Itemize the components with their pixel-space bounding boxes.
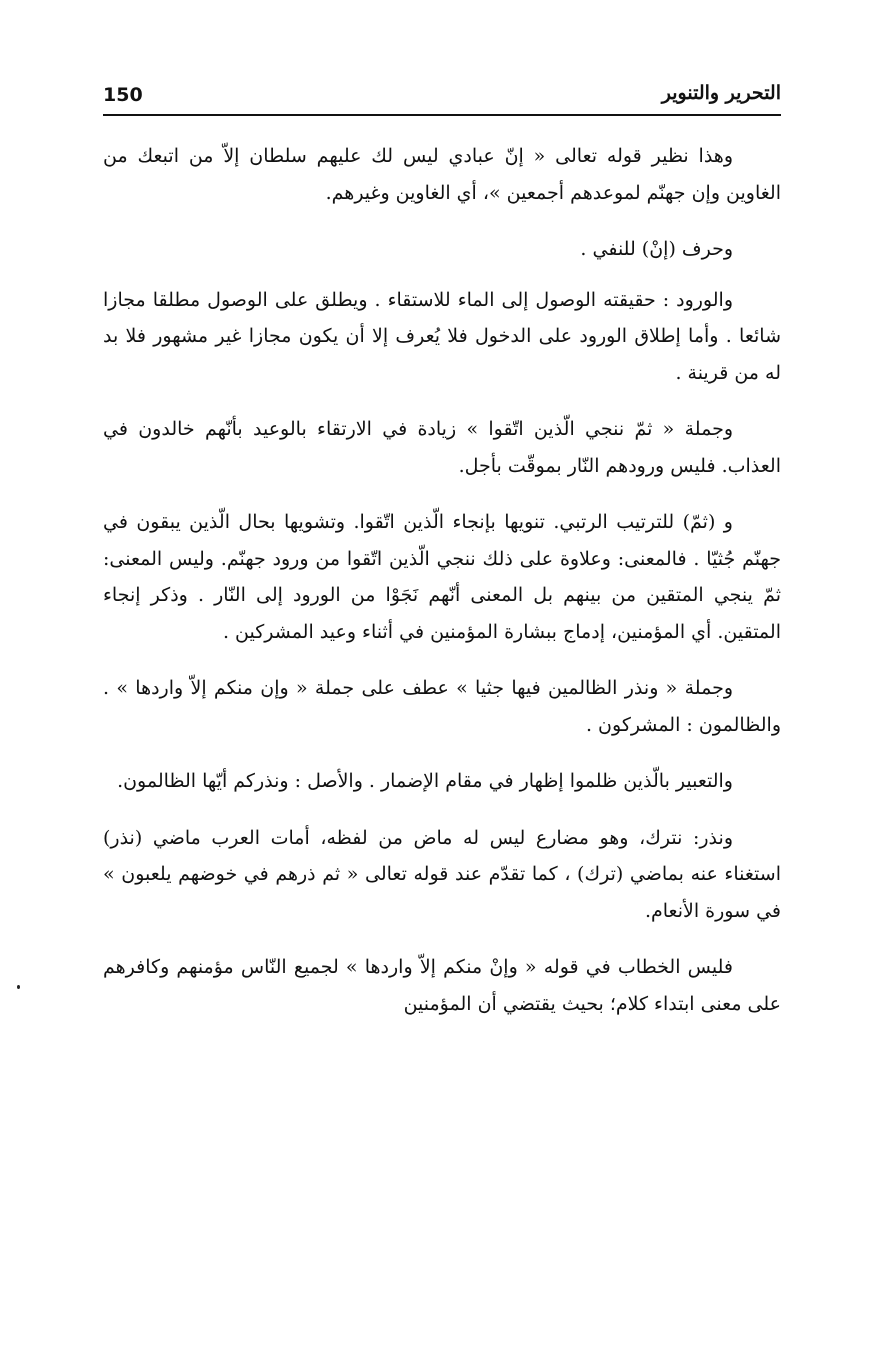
paragraph: وحرف (إنْ) للنفي . <box>580 238 733 260</box>
scan-speck <box>17 985 20 989</box>
body-text <box>103 138 781 1042</box>
header-rule <box>103 114 781 116</box>
paragraph: والتعبير بالّذين ظلموا إظهار في مقام الإضمار . والأصل : ونذركم أيّها الظالمون. <box>117 770 733 792</box>
paragraph: و (ثمّ) للترتيب الرتبي. تنويها بإنجاء الّذين اتّقوا. وتشويها بحال الّذين يبقون في جهنّم جُثيّا . فالمعنى: وعلاوة على ذلك ننجي الّذين اتّقوا من ورود جهنّم. وليس المعنى: ثمّ ينجي المتقين من بينهم بل المعنى أنّهم نَجَوْا من الورود إلى النّار . وذكر إنجاء المتقين. أي المؤمنين، إدماج ببشارة المؤمنين في أثناء وعيد المشركين . <box>103 511 781 643</box>
paragraph: ونذر: نترك، وهو مضارع ليس له ماض من لفظه، أمات العرب ماضي (نذر) استغناء عنه بماضي (ترك) ، كما تقدّم عند قوله تعالى « ثم ذرهم في خوضهم يلعبون » في سورة الأنعام. <box>103 826 781 922</box>
page-number: 150 <box>103 84 143 106</box>
running-title: التحرير والتنوير <box>661 82 781 104</box>
paragraph: وجملة « ونذر الظالمين فيها جثيا » عطف على جملة « وإن منكم إلاّ واردها » . والظالمون : المشركون . <box>103 677 781 736</box>
paragraph: وهذا نظير قوله تعالى « إنّ عبادي ليس لك عليهم سلطان إلاّ من اتبعك من الغاوين وإن جهنّم لموعدهم أجمعين »، أي الغاوين وغيرهم. <box>103 145 781 204</box>
paragraph: وجملة « ثمّ ننجي الّذين اتّقوا » زيادة في الارتقاء بالوعيد بأنّهم خالدون في العذاب. فليس ورودهم النّار بموقّت بأجل. <box>103 418 781 477</box>
paragraph: والورود : حقيقته الوصول إلى الماء للاستقاء . ويطلق على الوصول مطلقا مجازا شائعا . وأما إطلاق الورود على الدخول فلا يُعرف إلا أن يكون مجازا غير مشهور فلا بد له من قرينة . <box>103 288 781 384</box>
paragraph: فليس الخطاب في قوله « وإنْ منكم إلاّ واردها » لجميع النّاس مؤمنهم وكافرهم على معنى ابتداء كلام؛ بحيث يقتضي أن المؤمنين <box>103 956 781 1015</box>
page-header <box>103 80 781 116</box>
